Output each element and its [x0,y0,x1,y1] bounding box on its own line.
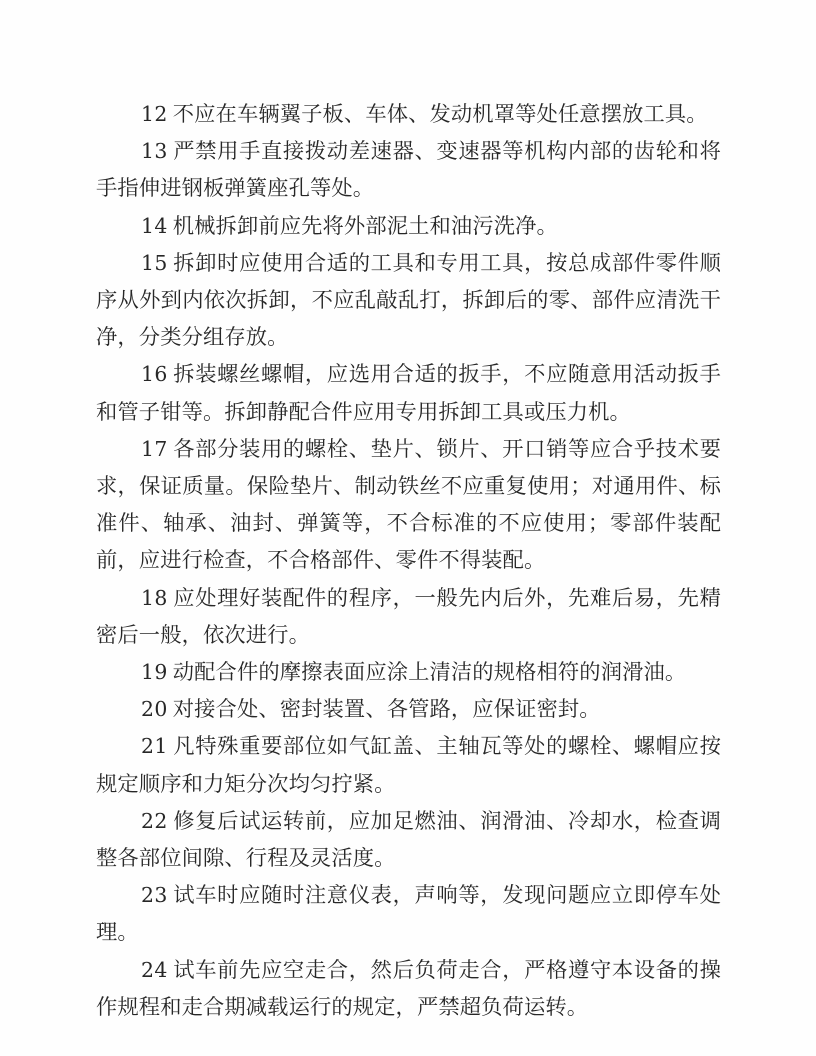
paragraph-text: 对接合处、密封装置、各管路，应保证密封。 [172,697,601,723]
paragraph-number: 19 [141,660,168,685]
numbered-paragraph [96,803,721,877]
paragraph-text: 动配合件的摩擦表面应涂上清洁的规格相符的润滑油。 [172,660,687,686]
numbered-paragraph [96,952,721,1026]
paragraph-number: 15 [141,250,168,275]
paragraph-number: 14 [141,213,168,238]
paragraph-number: 23 [141,883,168,908]
numbered-paragraph [96,245,721,357]
numbered-paragraph [96,728,721,802]
paragraph-text: 严禁用手直接拨动差速器、变速器等机构内部的齿轮和将手指伸进钢板弹簧座孔等处。 [96,139,721,202]
paragraph-text: 拆装螺丝螺帽，应选用合适的扳手，不应随意用活动扳手和管子钳等。拆卸静配合件应用专用拆卸工具或压力机。 [96,362,721,425]
paragraph-number: 17 [141,436,168,461]
paragraph-number: 22 [141,808,168,833]
paragraph-number: 20 [141,697,168,722]
paragraph-text: 机械拆卸前应先将外部泥土和油污洗净。 [172,213,558,239]
paragraph-text: 试车前先应空走合，然后负荷走合，严格遵守本设备的操作规程和走合期减载运行的规定，严禁超负荷运转。 [96,957,721,1020]
numbered-paragraph [96,133,721,207]
paragraph-text: 凡特殊重要部位如气缸盖、主轴瓦等处的螺栓、螺帽应按规定顺序和力矩分次均匀拧紧。 [96,734,721,797]
paragraph-number: 16 [141,362,168,387]
paragraph-text: 各部分装用的螺栓、垫片、锁片、开口销等应合乎技术要求，保证质量。保险垫片、制动铁丝不应重复使用；对通用件、标准件、轴承、油封、弹簧等，不合标准的不应使用；零部件装配前，应进行检查，不合格部件、零件不得装配。 [96,436,721,574]
numbered-paragraph [96,691,721,728]
paragraph-number: 18 [141,585,168,610]
numbered-paragraph [96,580,721,654]
numbered-paragraph [96,208,721,245]
paragraph-text: 试车时应随时注意仪表，声响等，发现问题应立即停车处理。 [96,883,721,946]
document-text-body [96,96,721,1026]
paragraph-text: 不应在车辆翼子板、车体、发动机罩等处任意摆放工具。 [172,102,708,127]
numbered-paragraph [96,654,721,691]
numbered-paragraph [96,96,721,133]
paragraph-number: 13 [141,139,168,164]
paragraph-number: 12 [141,102,168,126]
paragraph-text: 拆卸时应使用合适的工具和专用工具，按总成部件零件顺序从外到内依次拆卸，不应乱敲乱打，拆卸后的零、部件应清洗干净，分类分组存放。 [96,250,721,351]
paragraph-number: 24 [141,957,168,982]
numbered-paragraph [96,877,721,951]
numbered-paragraph [96,431,721,580]
paragraph-number: 21 [141,734,168,759]
numbered-paragraph [96,356,721,430]
paragraph-text: 应处理好装配件的程序，一般先内后外，先难后易，先精密后一般，依次进行。 [96,585,721,648]
paragraph-text: 修复后试运转前，应加足燃油、润滑油、冷却水，检查调整各部位间隙、行程及灵活度。 [96,808,721,872]
